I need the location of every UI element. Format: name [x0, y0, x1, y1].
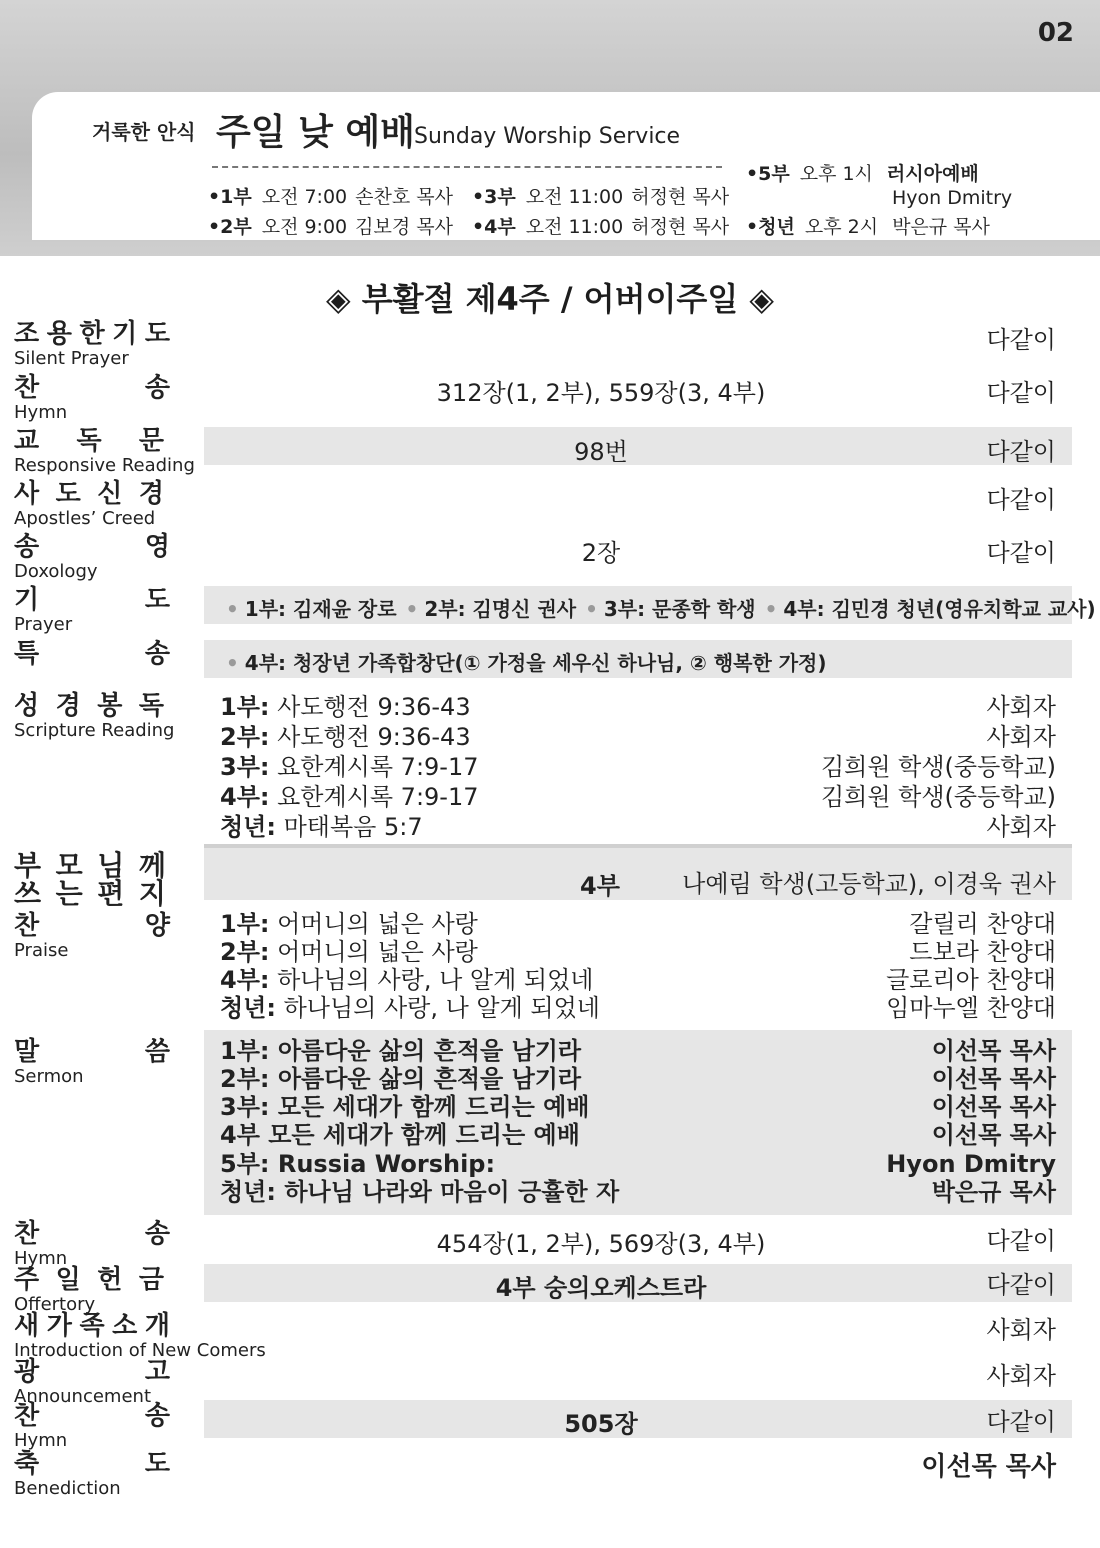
label-new-comers: 새 가 족 소 개 Introduction of New Comers — [14, 1311, 266, 1361]
sermon-preacher: Hyon Dmitry — [886, 1150, 1056, 1178]
responsive-leader: 다같이 — [986, 438, 1056, 466]
label-doxology: 송 영 Doxology — [14, 532, 170, 582]
sermon-preacher: 이선목 목사 — [931, 1065, 1056, 1093]
praise-choir: 갈릴리 찬양대 — [909, 910, 1056, 938]
header-label: 거룩한 안식 — [92, 120, 196, 144]
label-silent-prayer: 조 용 한 기 도 Silent Prayer — [14, 319, 170, 369]
service-5: •5부 오후 1시 러시아예배 Hyon Dmitry — [746, 163, 1013, 209]
new-comers-leader: 사회자 — [986, 1316, 1056, 1344]
main-title: ◈ 부활절 제4주 / 어버이주일 ◈ — [326, 280, 774, 318]
label-letter-to-parents: 부 모 님 께 쓰 는 편 지 — [14, 849, 166, 910]
sermon-row: 1부: 아름다운 삶의 흔적을 남기라 — [220, 1037, 582, 1065]
benediction-minister: 이선목 목사 — [921, 1452, 1056, 1482]
praise-choir: 드보라 찬양대 — [909, 938, 1056, 966]
scripture-row: 청년: 마태복음 5:7 — [220, 813, 423, 841]
label-offertory: 주 일 헌 금 Offertory — [14, 1265, 164, 1315]
responsive-number: 98번 — [574, 438, 628, 466]
header-title: 주일 낮 예배 — [216, 112, 415, 153]
service-2: •2부 오전 9:00 김보경 목사 — [208, 216, 453, 238]
hymn-3-number: 505장 — [564, 1410, 638, 1438]
scripture-reader: 사회자 — [986, 813, 1056, 841]
hymn-1-leader: 다같이 — [986, 379, 1056, 407]
praise-row: 4부: 하나님의 사랑, 나 알게 되었네 — [220, 966, 594, 994]
scripture-reader: 김희원 학생(중등학교) — [820, 783, 1056, 811]
letter-part: 4부 — [580, 872, 620, 900]
label-praise: 찬 양 Praise — [14, 911, 170, 961]
hymn-1-numbers: 312장(1, 2부), 559장(3, 4부) — [436, 379, 766, 407]
sermon-row: 청년: 하나님 나라와 마음이 긍휼한 자 — [220, 1178, 620, 1206]
header-card — [32, 92, 1100, 240]
sermon-row: 5부: Russia Worship: — [220, 1150, 496, 1178]
praise-row: 청년: 하나님의 사랑, 나 알게 되었네 — [220, 994, 600, 1022]
hymn-3-leader: 다같이 — [986, 1408, 1056, 1436]
scripture-reader: 사회자 — [986, 693, 1056, 721]
header-subtitle: Sunday Worship Service — [414, 124, 681, 149]
scripture-row: 3부: 요한계시록 7:9-17 — [220, 753, 479, 781]
silent-prayer-leader: 다같이 — [986, 326, 1056, 354]
service-4: •4부 오전 11:00 허정현 목사 — [472, 216, 730, 238]
scripture-reader: 김희원 학생(중등학교) — [820, 753, 1056, 781]
announcement-leader: 사회자 — [986, 1362, 1056, 1390]
sermon-row: 4부 모든 세대가 함께 드리는 예배 — [220, 1121, 580, 1149]
offertory-performer: 4부 숭의오케스트라 — [495, 1274, 707, 1302]
label-special-hymn: 특 송 — [14, 639, 170, 669]
letter-readers: 나예림 학생(고등학교), 이경욱 권사 — [682, 870, 1056, 898]
praise-row: 2부: 어머니의 넓은 사랑 — [220, 938, 478, 966]
sermon-preacher: 이선목 목사 — [931, 1121, 1056, 1149]
scripture-row: 4부: 요한계시록 7:9-17 — [220, 783, 479, 811]
sermon-preacher: 박은규 목사 — [931, 1178, 1056, 1206]
label-hymn-2: 찬 송 Hymn — [14, 1219, 170, 1269]
service-youth: •청년 오후 2시 박은규 목사 — [746, 216, 990, 238]
sermon-preacher: 이선목 목사 — [931, 1093, 1056, 1121]
label-responsive-reading: 교 독 문 Responsive Reading — [14, 426, 195, 476]
sermon-row: 2부: 아름다운 삶의 흔적을 남기라 — [220, 1065, 582, 1093]
doxology-leader: 다같이 — [986, 539, 1056, 567]
sermon-row: 3부: 모든 세대가 함께 드리는 예배 — [220, 1093, 590, 1121]
label-hymn-1: 찬 송 Hymn — [14, 373, 170, 423]
praise-choir: 글로리아 찬양대 — [886, 966, 1056, 994]
label-scripture-reading: 성 경 봉 독 Scripture Reading — [14, 691, 175, 741]
service-3: •3부 오전 11:00 허정현 목사 — [472, 186, 730, 208]
hymn-2-numbers: 454장(1, 2부), 569장(3, 4부) — [436, 1230, 766, 1258]
label-benediction: 축 도 Benediction — [14, 1449, 170, 1499]
page-number: 02 — [1037, 18, 1074, 48]
praise-choir: 임마누엘 찬양대 — [886, 994, 1056, 1022]
hymn-2-leader: 다같이 — [986, 1227, 1056, 1255]
service-1: •1부 오전 7:00 손찬호 목사 — [208, 186, 453, 208]
label-prayer: 기 도 Prayer — [14, 585, 170, 635]
sermon-preacher: 이선목 목사 — [931, 1037, 1056, 1065]
label-sermon: 말 씀 Sermon — [14, 1037, 170, 1087]
scripture-reader: 사회자 — [986, 723, 1056, 751]
header-divider — [212, 166, 722, 168]
label-announcement: 광 고 Announcement — [14, 1357, 170, 1407]
scripture-row: 2부: 사도행전 9:36-43 — [220, 723, 471, 751]
creed-leader: 다같이 — [986, 486, 1056, 514]
doxology-number: 2장 — [581, 539, 621, 567]
praise-row: 1부: 어머니의 넓은 사랑 — [220, 910, 478, 938]
scripture-row: 1부: 사도행전 9:36-43 — [220, 693, 471, 721]
label-hymn-3: 찬 송 Hymn — [14, 1401, 170, 1451]
offertory-leader: 다같이 — [986, 1271, 1056, 1299]
label-apostles-creed: 사 도 신 경 Apostles’ Creed — [14, 479, 164, 529]
special-hymn-text: • 4부: 청장년 가족합창단(① 가정을 세우신 하나님, ② 행복한 가정) — [226, 651, 827, 675]
prayer-leaders: • 1부: 김재윤 장로 • 2부: 김명신 권사 • 3부: 문종학 학생 • 4부: 김민경 청년(영유치학교 교사) — [226, 597, 1096, 621]
